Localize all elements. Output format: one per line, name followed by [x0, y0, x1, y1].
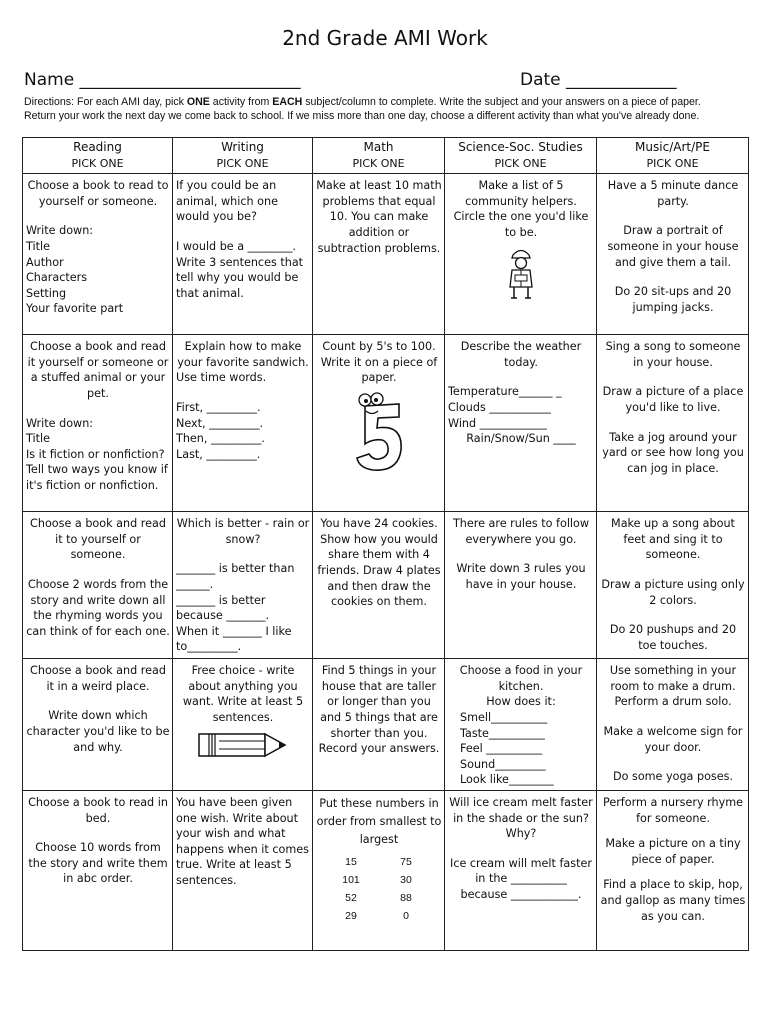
cell-text: Clouds ___________: [448, 400, 551, 414]
cell-text: Describe the weather today.: [460, 340, 582, 369]
cell-text: Characters: [26, 271, 88, 285]
header-writing: Writing PICK ONE: [173, 138, 313, 174]
cell-text: Write down 3 rules you have in your house.: [456, 562, 586, 591]
header-science: Science-Soc. Studies PICK ONE: [445, 138, 597, 174]
number: 101: [342, 873, 360, 886]
cell-text: Find 5 things in your house that are taller or longer than you and 5 things that are shorter than you. Record your answers.: [318, 664, 440, 756]
cell-text: Is it fiction or nonfiction? Tell two ways you know if it's fiction or nonfiction.: [26, 447, 168, 492]
cell-science: [445, 335, 597, 512]
cell-text: Last, _________.: [176, 447, 261, 461]
number: 0: [403, 909, 409, 922]
cell-text: I would be a ________.: [176, 239, 296, 253]
cell-science: [445, 512, 597, 659]
cell-text: because ____________.: [460, 887, 582, 901]
cell-text: Make up a song about feet and sing it to someone.: [611, 517, 735, 562]
cell-text: There are rules to follow everywhere you go.: [452, 517, 590, 546]
cell-text: Author: [26, 255, 64, 269]
cell-text: Choose a book and read it to yourself or someone.: [30, 517, 166, 562]
cell-text: Have a 5 minute dance party.: [607, 179, 739, 208]
cell-text: Look like________: [460, 773, 554, 787]
cell-text: Write down which character you'd like to be and why.: [26, 709, 170, 754]
cell-math: [313, 512, 445, 659]
cell-text: Taste__________: [460, 726, 545, 740]
number: 15: [345, 855, 357, 868]
cell-text: How does it:: [486, 695, 556, 709]
cell-text: Put these numbers in order from smallest to largest: [316, 796, 442, 846]
cell-math: [313, 790, 445, 950]
directions-text: subject/column to complete. Write the subject and your answers on a piece of paper.: [302, 96, 701, 108]
cell-science: [445, 659, 597, 791]
cell-text: Which is better - rain or snow?: [176, 517, 310, 546]
cell-text: Setting: [26, 286, 67, 300]
number: 75: [400, 855, 412, 868]
table-row: [23, 659, 749, 791]
cell-music: [597, 659, 749, 791]
cell-music: [597, 790, 749, 950]
cell-reading: [23, 174, 173, 335]
header-math: Math PICK ONE: [313, 138, 445, 174]
cell-reading: [23, 790, 173, 950]
cell-text: Find a place to skip, hop, and gallop as many times as you can.: [600, 878, 746, 923]
cell-text: Choose a book to read in bed.: [28, 795, 168, 825]
table-row: [23, 335, 749, 512]
cell-math: [313, 174, 445, 335]
header-row: [23, 138, 749, 174]
number: 29: [345, 909, 357, 922]
cell-text: Write down:: [26, 224, 94, 238]
name-line: Name __________________________: [24, 70, 301, 90]
cell-text: Take a jog around your yard or see how long you can jog in place.: [602, 430, 744, 475]
cell-writing: [173, 512, 313, 659]
cell-text: Ice cream will melt faster in the __________: [450, 856, 592, 886]
cell-text: Wind ____________: [448, 416, 547, 430]
directions-line-2: Return your work the next day we come back to school. If we miss more than one day, choose a different activity than what you've already done.: [24, 110, 700, 122]
cell-writing: [173, 335, 313, 512]
cell-reading: [23, 335, 173, 512]
cell-text: When it _______ I like to_________.: [176, 624, 292, 654]
cell-text: You have been given one wish. Write about your wish and what happens when it comes true. Write at least 5 sentences.: [176, 795, 309, 887]
cell-text: Perform a nursery rhyme for someone.: [602, 795, 744, 825]
cell-text: You have 24 cookies. Show how you would share them with 4 friends. Draw 4 plates and then draw the cookies on them.: [317, 517, 441, 609]
cell-writing: [173, 174, 313, 335]
cell-text: If you could be an animal, which one would you be?: [176, 179, 278, 224]
cell-reading: [23, 512, 173, 659]
number: 52: [345, 891, 357, 904]
cell-text: Do 20 sit-ups and 20 jumping jacks.: [614, 285, 732, 314]
cell-writing: [173, 790, 313, 950]
cell-text: Rain/Snow/Sun ____: [466, 432, 576, 446]
cell-music: [597, 335, 749, 512]
directions-bold-one: ONE: [186, 96, 210, 108]
cell-text: Choose a food in your kitchen.: [459, 664, 583, 693]
cell-music: [597, 512, 749, 659]
cell-text: Do 20 pushups and 20 toe touches.: [609, 623, 737, 652]
cell-science: [445, 174, 597, 335]
cell-music: [597, 174, 749, 335]
cell-text: Choose 10 words from the story and write them in abc order.: [28, 841, 168, 886]
cell-text: Your favorite part: [26, 302, 124, 316]
cell-text: Sound_________: [460, 757, 546, 771]
activity-table: [22, 137, 749, 951]
cell-text: Draw a picture using only 2 colors.: [601, 577, 745, 607]
cell-text: Feel __________: [460, 742, 543, 756]
header-reading: Reading PICK ONE: [23, 138, 173, 174]
cell-text: _______ is better than ______.: [176, 562, 295, 591]
table-row: [23, 174, 749, 335]
number-five-icon: [316, 390, 442, 481]
cell-text: Then, _________.: [176, 432, 265, 446]
directions-text: activity from: [209, 96, 273, 108]
header-music: Music/Art/PE PICK ONE: [597, 138, 749, 174]
community-helper-icon: [448, 245, 594, 306]
cell-text: Choose 2 words from the story and write down all the rhyming words you can think of for each one.: [26, 577, 170, 638]
cell-text: Make a welcome sign for your door.: [603, 724, 743, 754]
cell-text: Make a picture on a tiny piece of paper.: [605, 837, 741, 866]
cell-math: [313, 659, 445, 791]
cell-text: Will ice cream melt faster in the shade or the sun? Why?: [449, 795, 593, 841]
name-date-row: [24, 70, 746, 92]
directions-text: Directions: For each AMI day, pick: [24, 96, 187, 108]
cell-text: Choose a book and read it yourself or someone or a stuffed animal or your pet.: [27, 340, 169, 400]
cell-text: Draw a portrait of someone in your house and give them a tail.: [607, 224, 739, 269]
cell-text: Choose a book and read it in a weird place.: [30, 664, 166, 693]
number-list: [316, 853, 442, 925]
cell-text: Draw a picture of a place you'd like to live.: [602, 385, 744, 414]
cell-text: Write 3 sentences that tell why you would be that animal.: [176, 255, 304, 300]
cell-text: Title: [26, 239, 50, 253]
cell-text: Sing a song to someone in your house.: [605, 340, 741, 369]
cell-text: Use something in your room to make a drum. Perform a drum solo.: [609, 664, 737, 709]
table-row: [23, 512, 749, 659]
date-line: Date _____________: [520, 70, 677, 90]
number: 88: [400, 891, 412, 904]
cell-math: [313, 335, 445, 512]
cell-text: Make at least 10 math problems that equal 10. You can make addition or subtraction problems.: [316, 179, 442, 255]
cell-text: Choose a book to read to yourself or someone.: [27, 179, 169, 208]
page-title: 2nd Grade AMI Work: [282, 26, 488, 50]
cell-text: Use time words.: [176, 371, 267, 385]
directions: [24, 95, 746, 123]
number: 30: [400, 873, 412, 886]
cell-text: Explain how to make your favorite sandwich.: [177, 340, 309, 369]
cell-text: Count by 5's to 100. Write it on a piece of paper.: [320, 340, 438, 385]
table-row: [23, 790, 749, 950]
cell-writing: [173, 659, 313, 791]
cell-text: Free choice - write about anything you want. Write at least 5 sentences.: [182, 664, 304, 724]
cell-text: First, _________.: [176, 400, 261, 414]
cell-text: Make a list of 5 community helpers. Circle the one you'd like to be.: [453, 179, 589, 239]
cell-text: Temperature______ _: [448, 385, 562, 399]
cell-text: Next, _________.: [176, 416, 264, 430]
cell-reading: [23, 659, 173, 791]
cell-science: [445, 790, 597, 950]
cell-text: Write down:: [26, 416, 94, 430]
cell-text: Smell__________: [460, 710, 548, 724]
cell-text: Do some yoga poses.: [612, 770, 734, 784]
directions-bold-each: EACH: [272, 96, 303, 108]
cell-text: Title: [26, 432, 50, 446]
cell-text: _______ is better because _______.: [176, 593, 270, 623]
pencil-icon: [176, 730, 310, 765]
